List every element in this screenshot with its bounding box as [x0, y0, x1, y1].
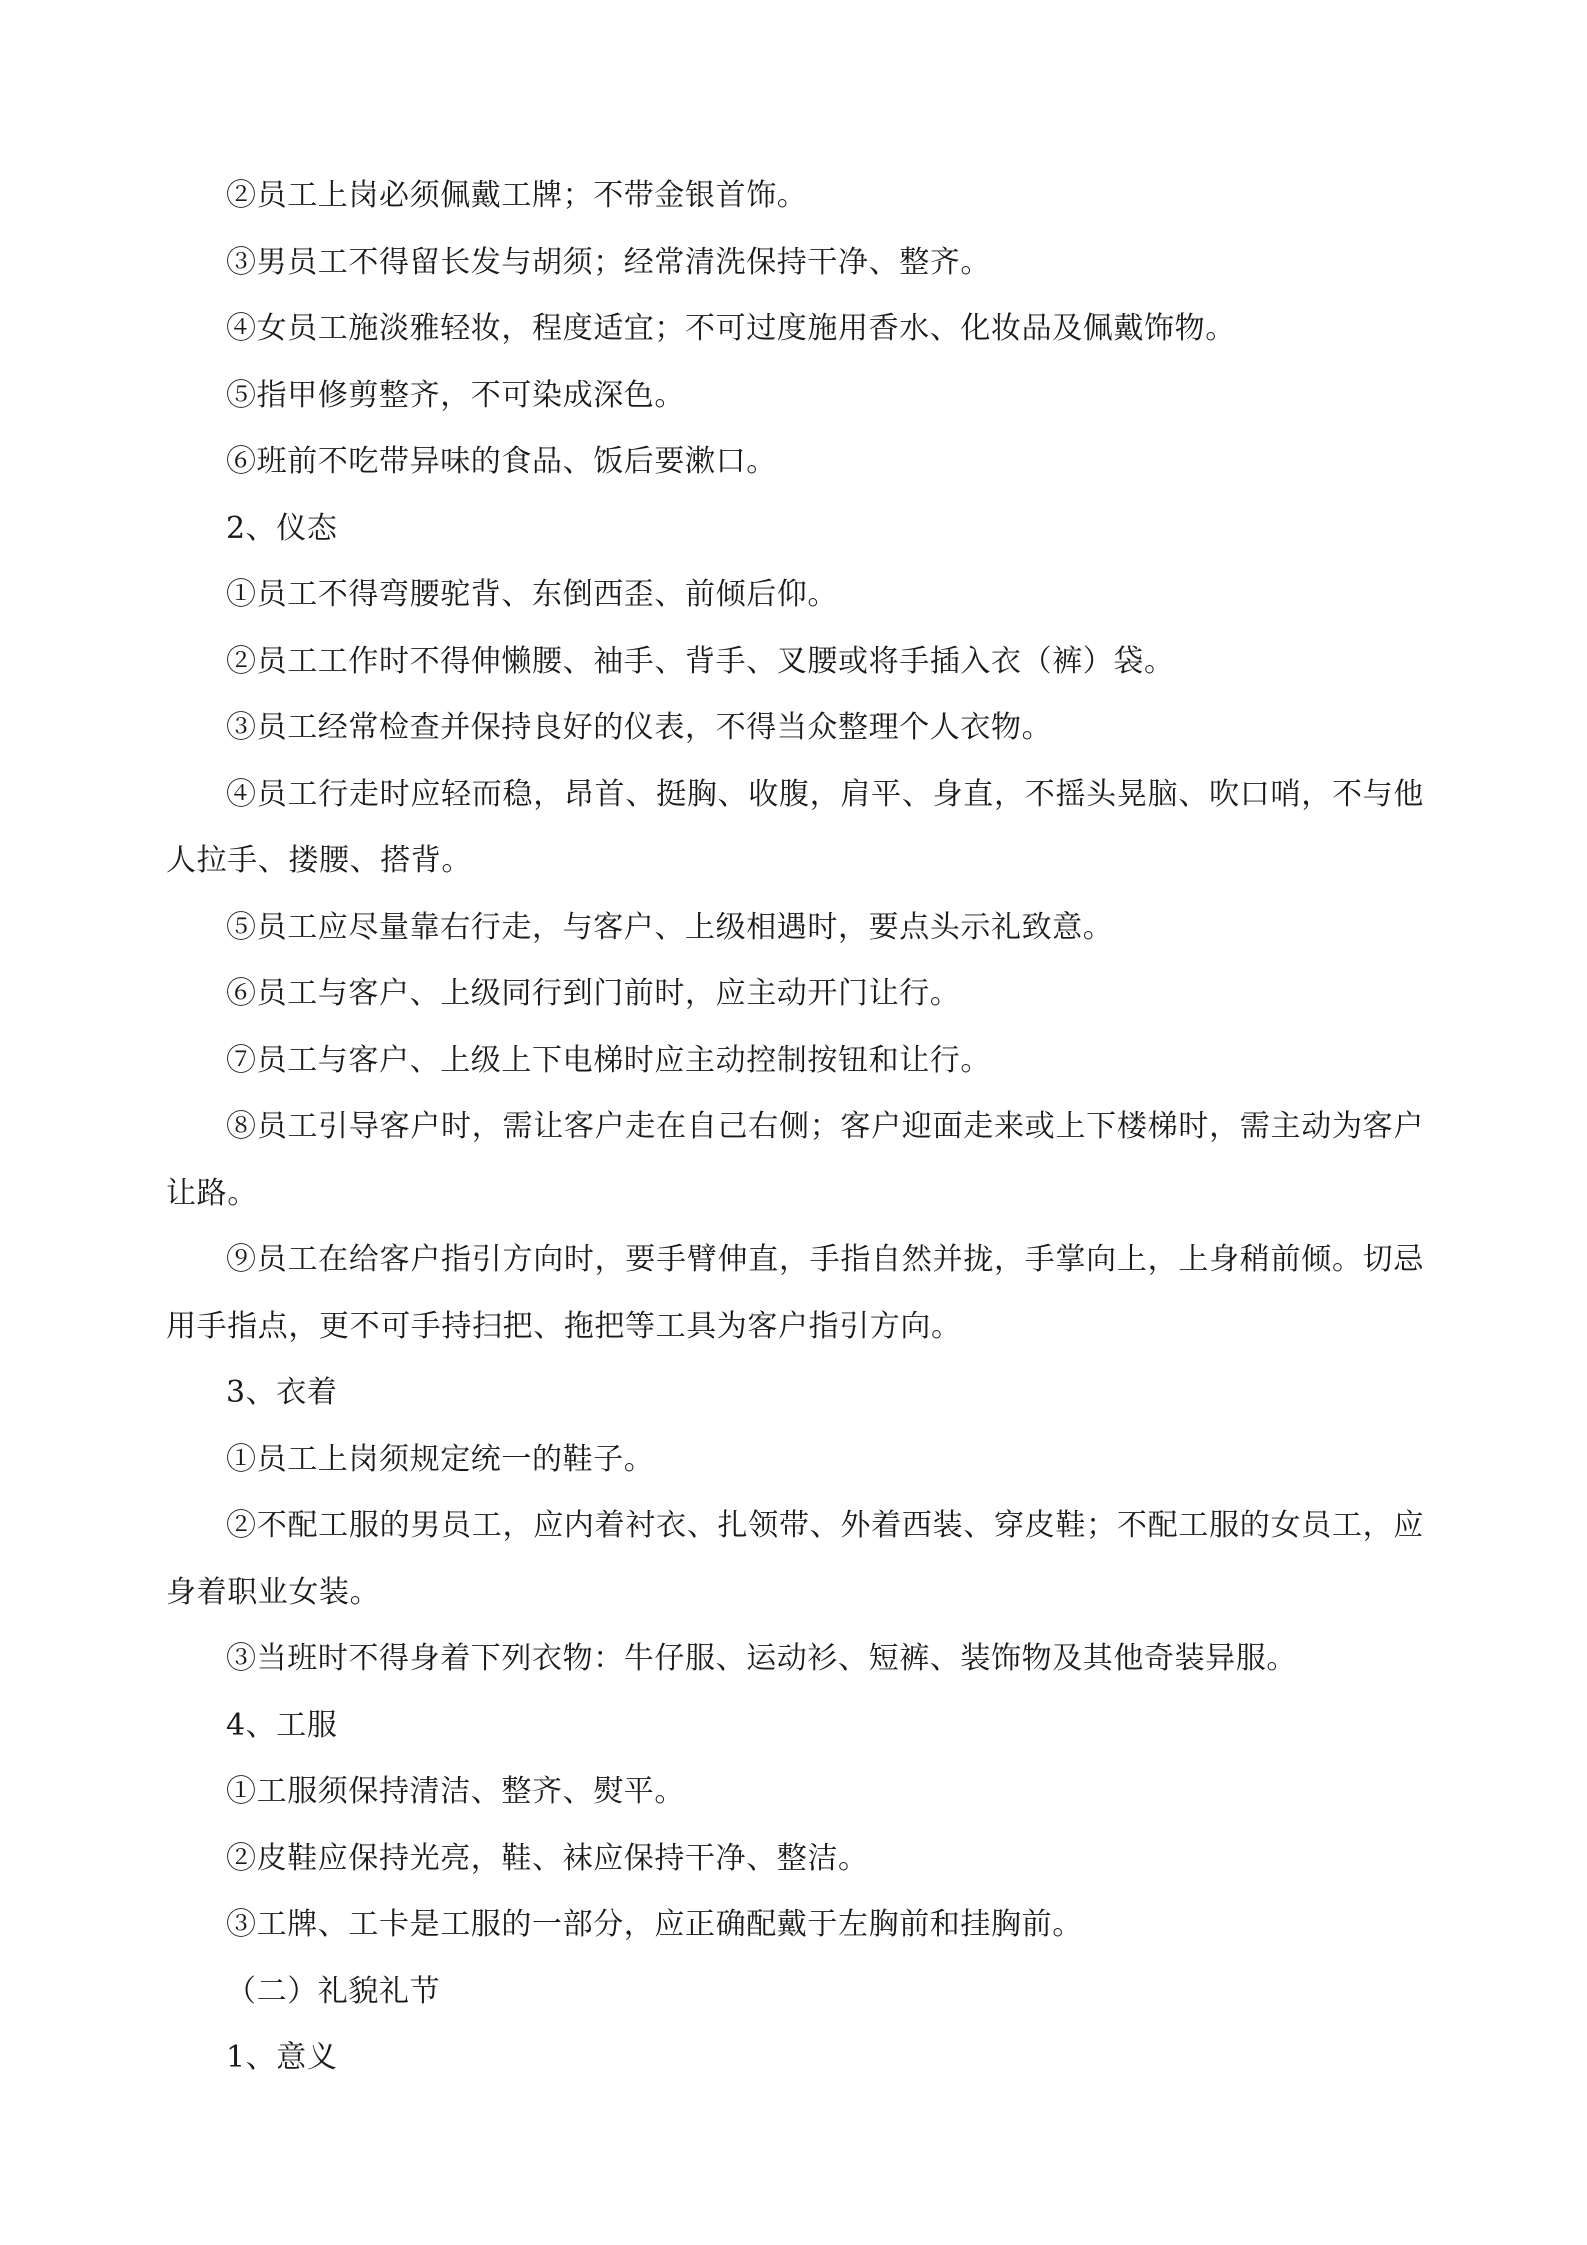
paragraph: ②员工工作时不得伸懒腰、袖手、背手、叉腰或将手插入衣（裤）袋。 — [226, 643, 1175, 679]
paragraph: ⑦员工与客户、上级上下电梯时应主动控制按钮和让行。 — [226, 1042, 991, 1078]
paragraph: ②员工上岗必须佩戴工牌；不带金银首饰。 — [226, 178, 808, 213]
section-heading: 1、意义 — [226, 2040, 338, 2075]
paragraph: ③当班时不得身着下列衣物：牛仔服、运动衫、短裤、装饰物及其他奇装异服。 — [226, 1641, 1297, 1676]
paragraph: ⑥班前不吃带异味的食品、饭后要漱口。 — [226, 444, 777, 479]
paragraph: ①员工不得弯腰驼背、东倒西歪、前倾后仰。 — [226, 577, 838, 612]
section-heading: 2、仪态 — [226, 510, 338, 546]
paragraph: ⑤指甲修剪整齐，不可染成深色。 — [226, 377, 685, 413]
paragraph: ⑤员工应尽量靠右行走，与客户、上级相遇时，要点头示礼致意。 — [226, 909, 1114, 945]
section-heading: 4、工服 — [226, 1707, 338, 1743]
paragraph: ④女员工施淡雅轻妆，程度适宜；不可过度施用香水、化妆品及佩戴饰物。 — [226, 311, 1236, 346]
section-heading: （二）礼貌礼节 — [226, 1973, 441, 2009]
paragraph: ⑨员工在给客户指引方向时，要手臂伸直，手指自然并拢，手掌向上，上身稍前倾。切忌用手指点，更不可手持扫把、拖把等工具为客户指引方向。 — [166, 1242, 1424, 1344]
paragraph: ①员工上岗须规定统一的鞋子。 — [226, 1441, 655, 1477]
paragraph: ②皮鞋应保持光亮，鞋、袜应保持干净、整洁。 — [226, 1840, 869, 1876]
section-heading: 3、衣着 — [226, 1375, 338, 1410]
paragraph: ①工服须保持清洁、整齐、熨平。 — [226, 1774, 685, 1809]
paragraph: ②不配工服的男员工，应内着衬衣、扎领带、外着西装、穿皮鞋；不配工服的女员工，应身着职业女装。 — [166, 1508, 1424, 1610]
paragraph: ⑧员工引导客户时，需让客户走在自己右侧；客户迎面走来或上下楼梯时，需主动为客户让路。 — [166, 1109, 1424, 1211]
document-body — [166, 163, 1424, 2092]
paragraph: ③工牌、工卡是工服的一部分，应正确配戴于左胸前和挂胸前。 — [226, 1907, 1083, 1942]
paragraph: ④员工行走时应轻而稳，昂首、挺胸、收腹，肩平、身直，不摇头晃脑、吹口哨，不与他人拉手、搂腰、搭背。 — [166, 776, 1424, 878]
paragraph: ⑥员工与客户、上级同行到门前时，应主动开门让行。 — [226, 976, 961, 1011]
paragraph: ③男员工不得留长发与胡须；经常清洗保持干净、整齐。 — [226, 244, 991, 280]
paragraph: ③员工经常检查并保持良好的仪表，不得当众整理个人衣物。 — [226, 710, 1053, 745]
